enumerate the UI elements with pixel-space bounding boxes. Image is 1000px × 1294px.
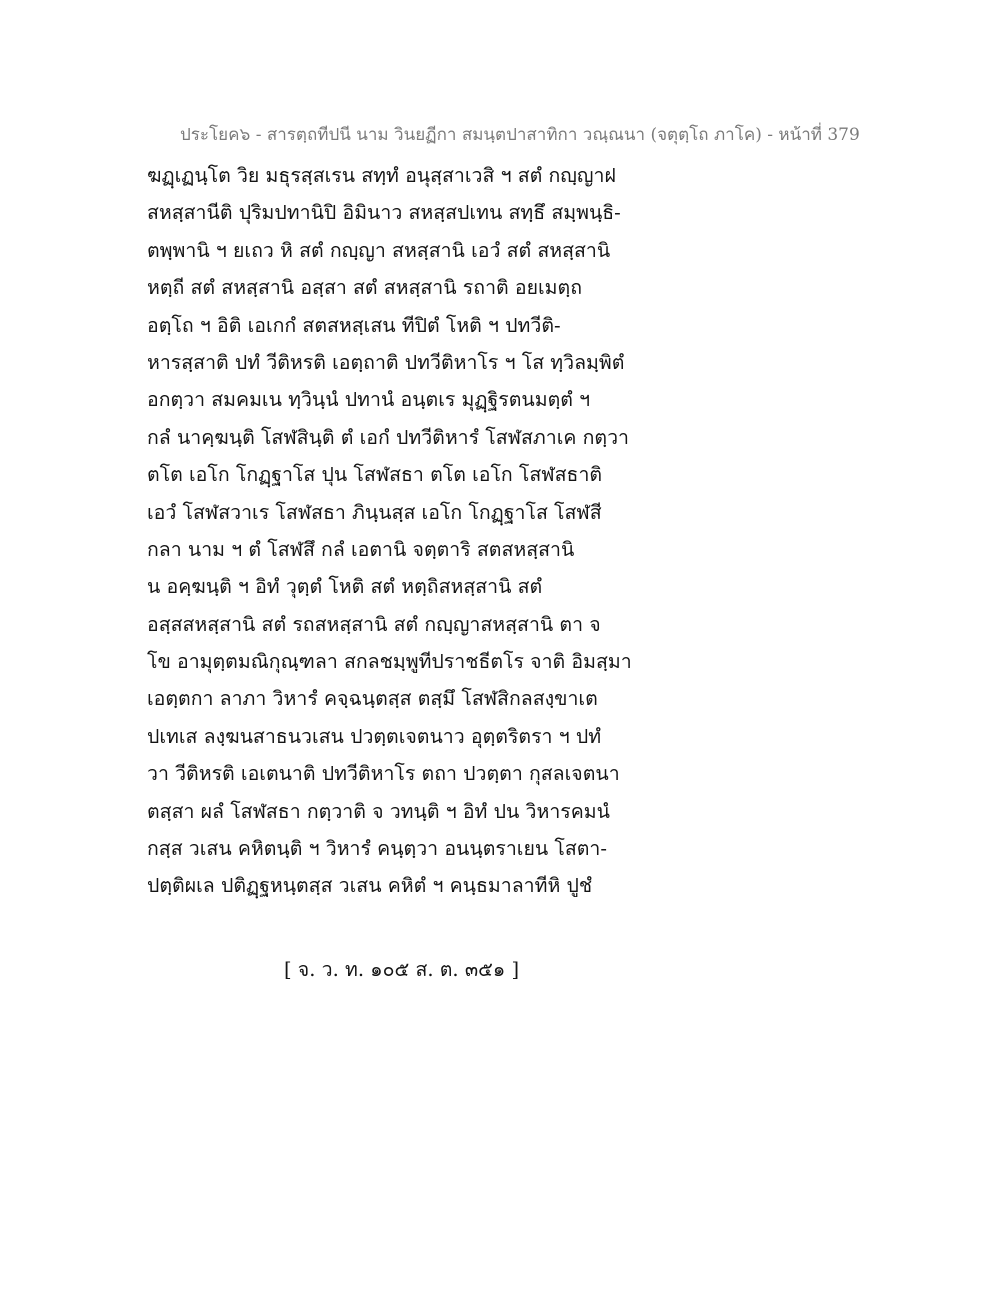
text-line: หตฺถี สตํ สหสฺสานิ อสฺสา สตํ สหสฺสานิ รถาติ อยเมตฺถ	[147, 276, 583, 300]
text-line: อตฺโถ ฯ อิติ เอเกกํ สตสหสฺเสน ทีปิตํ โหติ ฯ ปทวีติ-	[147, 313, 561, 337]
text-line: สหสฺสานีติ ปุริมปทานิปิ อิมินาว สหสฺสปเทน สทฺธึ สมฺพนฺธิ-	[147, 201, 621, 225]
text-line: ตสฺสา ผลํ โสฬสธา กตฺวาติ จ วทนฺติ ฯ อิทํ ปน วิหารคมนํ	[147, 799, 610, 823]
running-header: ประโยค๖ - สารตฺถทีปนี นาม วินยฏีกา สมนฺตปาสาทิกา วณฺณนา (จตุตฺโถ ภาโค) - หน้าที่ 379	[180, 125, 860, 145]
source-reference: [ จ. ว. ท. ๑๐๕ ส. ต. ๓๕๑ ]	[284, 958, 520, 981]
text-line: ปตฺติผเล ปติฏฺฐหนฺตสฺส วเสน คหิตํ ฯ คนฺธมาลาทีหิ ปูชํ	[147, 874, 593, 898]
text-line: อสฺสสหสฺสานิ สตํ รถสหสฺสานิ สตํ กญฺญาสหสฺสานิ ตา จ	[147, 612, 601, 636]
text-line: กลํ นาคฺฆนฺติ โสฬสินฺติ ตํ เอกํ ปทวีติหารํ โสฬสภาเค กตฺวา	[147, 425, 629, 449]
text-line: ฆฏฺเฏนฺโต วิย มธุรสฺสเรน สทฺทํ อนุสฺสาเวสิ ฯ สตํ กญฺญาฝ	[147, 164, 616, 187]
body-text	[147, 157, 687, 905]
text-line: กสฺส วเสน คหิตนฺติ ฯ วิหารํ คนฺตฺวา อนนฺตราเยน โสตา-	[147, 837, 607, 861]
text-line: โข อามุตฺตมณิกุณฺฑลา สกลชมฺพูทีปราชธีตโร จาติ อิมสฺมา	[147, 650, 632, 674]
text-line: เอตฺตกา ลาภา วิหารํ คจฺฉนฺตสฺส ตสฺมึ โสฬสิกลสงฺขาเต	[147, 687, 598, 711]
text-line: วา วีติหรติ เอเตนาติ ปทวีติหาโร ตถา ปวตฺตา กุสลเจตนา	[147, 762, 620, 786]
text-line: กลา นาม ฯ ตํ โสฬสึ กลํ เอตานิ จตฺตาริ สตสหสฺสานิ	[147, 537, 575, 561]
text-line: อกตฺวา สมคมเน ทฺวินฺนํ ปทานํ อนฺตเร มุฏฺฐิรตนมตฺตํ ฯ	[147, 388, 591, 412]
text-line: เอวํ โสฬสวาเร โสฬสธา ภินฺนสฺส เอโก โกฏฺฐาโส โสฬสี	[147, 500, 602, 524]
text-line: น อคฺฆนฺติ ฯ อิทํ วุตฺตํ โหติ สตํ หตฺถิสหสฺสานิ สตํ	[147, 575, 543, 599]
text-line: ตพฺพานิ ฯ ยเถว หิ สตํ กญฺญา สหสฺสานิ เอวํ สตํ สหสฺสานิ	[147, 238, 611, 262]
text-line: ปเทเส ลงฺฆนสาธนวเสน ปวตฺตเจตนาว อุตฺตริตรา ฯ ปทํ	[147, 724, 602, 748]
text-line: หารสฺสาติ ปทํ วีติหรติ เอตฺถาติ ปทวีติหาโร ฯ โส ทฺวิลมฺพิตํ	[147, 350, 625, 374]
text-line: ตโต เอโก โกฏฺฐาโส ปุน โสฬสธา ตโต เอโก โสฬสธาติ	[147, 463, 603, 487]
